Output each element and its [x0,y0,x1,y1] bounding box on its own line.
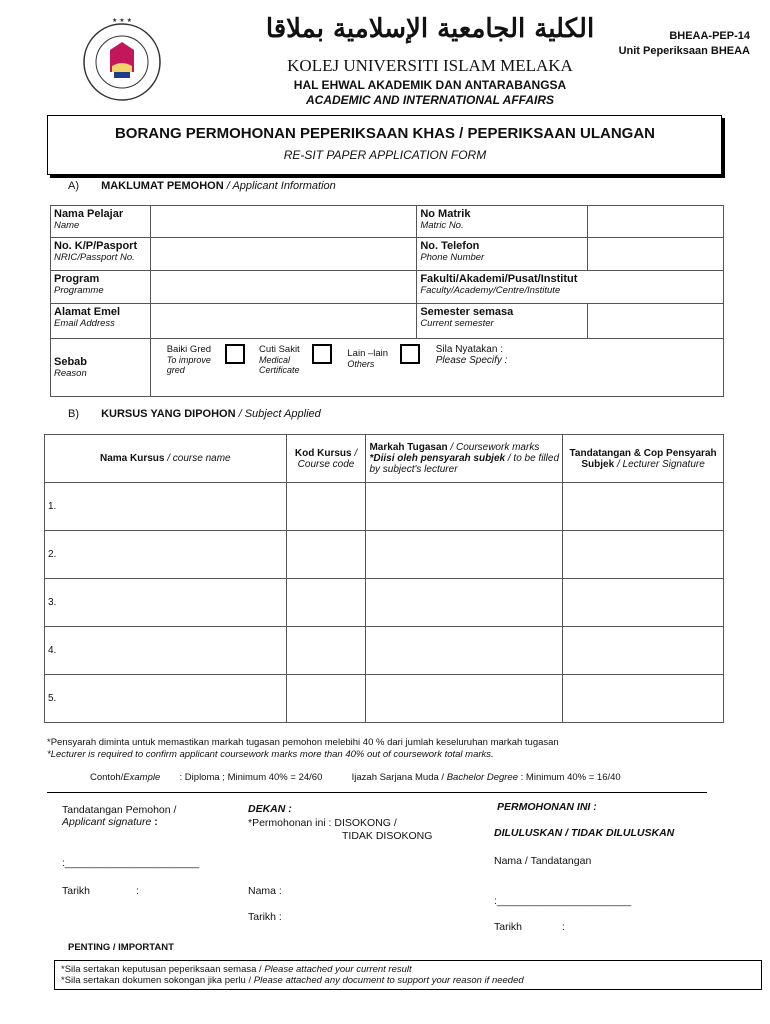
others-option: Lain –lain Others [347,348,389,369]
section-b-heading: B) KURSUS YANG DIPOHON / Subject Applied [68,408,321,420]
dean-recommendation-2: TIDAK DISOKONG [342,830,433,842]
arabic-university-name: الكلية الجامعية الإسلامية بملاقا [265,14,595,44]
medical-option: Cuti Sakit Medical Certificate [259,344,300,375]
course-code-cell[interactable] [286,531,366,579]
decision-signature-line[interactable]: :_______________________ [494,895,632,907]
programme-field[interactable] [150,271,416,304]
title-box [47,115,722,175]
table-row[interactable]: 1. [45,483,287,531]
improve-grade-option: Baiki Gred To improve gred [166,344,212,375]
important-line-2: *Sila sertakan dokumen sokongan jika perlu / Please attached any document to support your reason if needed [61,975,524,986]
university-name: KOLEJ UNIVERSITI ISLAM MELAKA [287,56,573,75]
semester-field[interactable] [588,304,724,339]
marks-cell[interactable] [366,483,563,531]
name-field[interactable] [150,206,416,238]
signature-cell[interactable] [563,675,724,723]
table-row[interactable]: 2. [45,531,287,579]
applicant-signature-line[interactable]: :_______________________ [62,857,200,869]
marks-cell[interactable] [366,579,563,627]
reason-label: Sebab Reason [51,339,151,397]
matric-label: No Matrik Matric No. [417,206,588,238]
course-code-header: Kod Kursus / Course code [286,435,366,483]
table-row[interactable]: 5. [45,675,287,723]
table-row[interactable]: 4. [45,627,287,675]
svg-text:★ ★ ★: ★ ★ ★ [112,17,132,24]
email-label: Alamat Emel Email Address [51,304,151,339]
medical-checkbox[interactable] [312,344,332,364]
applicant-signature-label: Tandatangan Pemohon / Applicant signature : [62,804,177,828]
important-line-1: *Sila sertakan keputusan peperiksaan semasa / Please attached your current result [61,964,412,975]
improve-grade-checkbox[interactable] [225,344,245,364]
course-code-cell[interactable] [286,579,366,627]
example-line: Contoh/Example : Diploma ; Minimum 40% = 24/60 Ijazah Sarjana Muda / Bachelor Degree : Minimum 40% = 16/40 [90,772,621,783]
phone-label: No. Telefon Phone Number [417,238,588,271]
courses-table [44,434,724,723]
dean-name-label: Nama : [248,885,282,897]
note-ms: *Pensyarah diminta untuk memastikan markah tugasan pemohon melebihi 40 % dari jumlah keseluruhan markah tugasan [47,737,559,748]
coursework-marks-header: Markah Tugasan / Coursework marks *Diisi oleh pensyarah subjek / to be filled by subject's lecturer [366,435,563,483]
important-heading: PENTING / IMPORTANT [68,942,174,953]
table-row[interactable]: 3. [45,579,287,627]
signature-cell[interactable] [563,483,724,531]
course-code-cell[interactable] [286,675,366,723]
phone-field[interactable] [588,238,724,271]
decision-date-label: Tarikh : [494,921,565,933]
dean-label: DEKAN : [248,803,292,815]
marks-cell[interactable] [366,627,563,675]
specify-label: Sila Nyatakan : Please Specify : [435,344,508,366]
form-subtitle: RE-SIT PAPER APPLICATION FORM [283,148,487,162]
department-ms: HAL EHWAL AKADEMIK DAN ANTARABANGSA [293,78,567,92]
decision-label: PERMOHONAN INI : [497,801,597,813]
unit-name: Unit Peperiksaan BHEAA [618,45,750,57]
form-title: BORANG PERMOHONAN PEPERIKSAAN KHAS / PEPERIKSAAN ULANGAN [114,125,656,142]
others-checkbox[interactable] [400,344,420,364]
name-signature-label: Nama / Tandatangan [494,855,592,867]
marks-cell[interactable] [366,675,563,723]
name-label: Nama Pelajar Name [51,206,151,238]
dean-date-label: Tarikh : [248,911,282,923]
programme-label: Program Programme [51,271,151,304]
course-code-cell[interactable] [286,483,366,531]
signature-divider [47,792,707,793]
reason-options [150,339,723,397]
nric-label: No. K/P/Pasport NRIC/Passport No. [51,238,151,271]
applicant-date-label: Tarikh : [62,885,139,897]
decision-options: DILULUSKAN / TIDAK DILULUSKAN [494,827,675,839]
important-box [54,960,762,990]
signature-cell[interactable] [563,579,724,627]
university-logo [80,14,164,106]
course-code-cell[interactable] [286,627,366,675]
dean-recommendation: *Permohonan ini : DISOKONG / [248,817,397,829]
matric-field[interactable] [588,206,724,238]
nric-field[interactable] [150,238,416,271]
signature-cell[interactable] [563,627,724,675]
lecturer-signature-header: Tandatangan & Cop Pensyarah Subjek / Lecturer Signature [563,435,724,483]
signature-cell[interactable] [563,531,724,579]
faculty-label: Fakulti/Akademi/Pusat/Institut Faculty/Academy/Centre/Institute [417,271,724,304]
marks-cell[interactable] [366,531,563,579]
semester-label: Semester semasa Current semester [417,304,588,339]
email-field[interactable] [150,304,416,339]
department-en: ACADEMIC AND INTERNATIONAL AFFAIRS [306,93,554,107]
course-name-header: Nama Kursus / course name [45,435,287,483]
note-en: *Lecturer is required to confirm applicant coursework marks more than 40% out of coursework total marks. [47,749,494,760]
form-code: BHEAA-PEP-14 [669,30,750,42]
section-a-heading: A) MAKLUMAT PEMOHON / Applicant Information [68,180,336,192]
applicant-info-table [50,205,724,397]
